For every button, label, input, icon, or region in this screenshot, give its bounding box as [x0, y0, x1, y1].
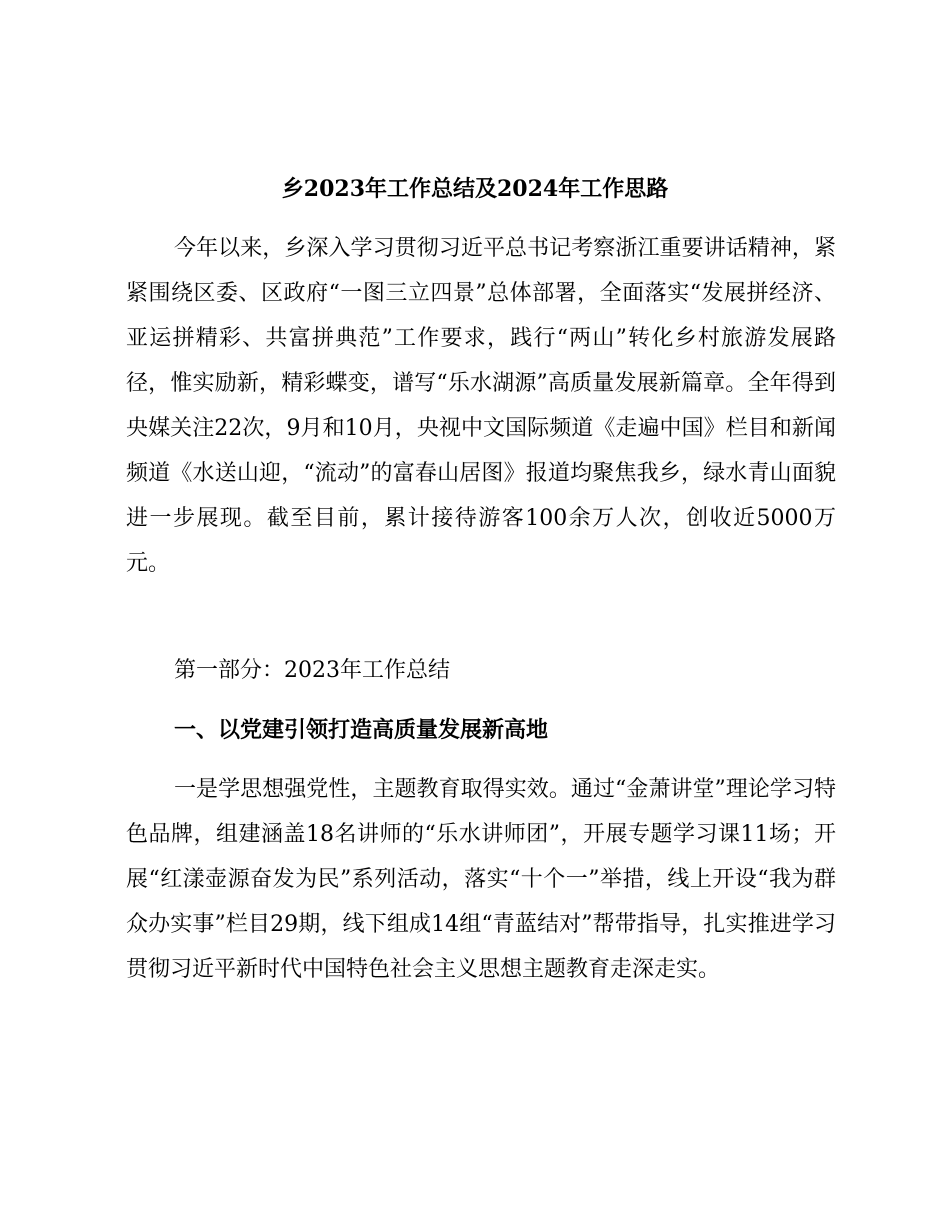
part-heading: 第一部分：2023年工作总结 [174, 658, 450, 683]
intro-paragraph: 今年以来，乡深入学习贯彻习近平总书记考察浙江重要讲话精神，紧紧围绕区委、区政府“一图三立四景”总体部署，全面落实“发展拼经济、亚运拼精彩、共富拼典范”工作要求，践行“两山”转化乡村旅游发展路径，惟实励新，精彩蝶变，谱写“乐水湖源”高质量发展新篇章。全年得到央媒关注22次，9月和10月，央视中文国际频道《走遍中国》栏目和新闻频道《水送山迎，“流动”的富春山居图》报道均聚焦我乡，绿水青山面貌进一步展现。截至目前，累计接待游客100余万人次，创收近5000万元。 [126, 236, 836, 576]
section-paragraph: 一是学思想强党性，主题教育取得实效。通过“金萧讲堂”理论学习特色品牌，组建涵盖18名讲师的“乐水讲师团”，开展专题学习课11场；开展“红漾壶源奋发为民”系列活动，落实“十个一”举措，线上开设“我为群众办实事”栏目29期，线下组成14组“青蓝结对”帮带指导，扎实推进学习贯彻习近平新时代中国特色社会主义思想主题教育走深走实。 [126, 777, 836, 982]
document-title: 乡2023年工作总结及2024年工作思路 [281, 176, 669, 202]
section-heading: 一、以党建引领打造高质量发展新高地 [174, 718, 549, 743]
